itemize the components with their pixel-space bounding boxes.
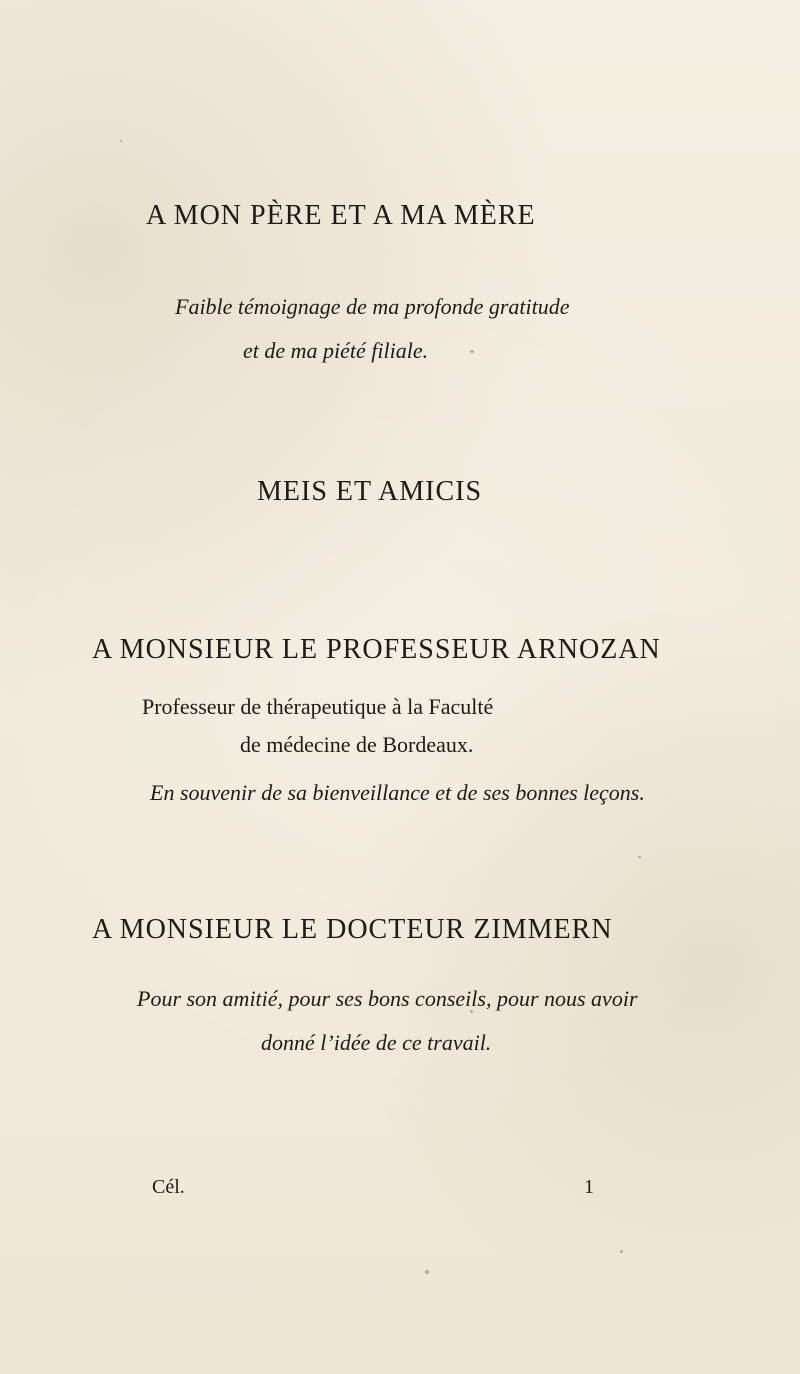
dedication-heading-zimmern: A MONSIEUR LE DOCTEUR ZIMMERN <box>92 914 613 945</box>
paper-speck <box>120 140 122 142</box>
dedication-line-parents-2: et de ma piété filiale. <box>243 338 429 363</box>
paper-speck <box>425 1270 429 1274</box>
dedication-heading-friends: MEIS ET AMICIS <box>257 476 483 507</box>
dedication-line-arnozan-2: de médecine de Bordeaux. <box>240 732 474 757</box>
dedication-line-arnozan-1: Professeur de thérapeutique à la Faculté <box>142 694 494 719</box>
paper-speck <box>470 350 474 353</box>
dedication-line-zimmern-1: Pour son amitié, pour ses bons conseils, pour nous avoir <box>137 986 638 1011</box>
dedication-line-zimmern-2: donné l’idée de ce travail. <box>261 1030 492 1055</box>
dedication-heading-arnozan: A MONSIEUR LE PROFESSEUR ARNOZAN <box>92 634 661 665</box>
dedication-line-arnozan-3: En souvenir de sa bienveillance et de ses bonnes leçons. <box>150 780 645 805</box>
dedication-heading-parents: A MON PÈRE ET A MA MÈRE <box>146 200 536 231</box>
footer-page-number: 1 <box>584 1176 594 1198</box>
paper-speck <box>638 856 641 858</box>
dedication-line-parents-1: Faible témoignage de ma profonde gratitude <box>175 294 570 319</box>
footer-left-text: Cél. <box>152 1176 185 1198</box>
paper-speck <box>620 1250 623 1253</box>
